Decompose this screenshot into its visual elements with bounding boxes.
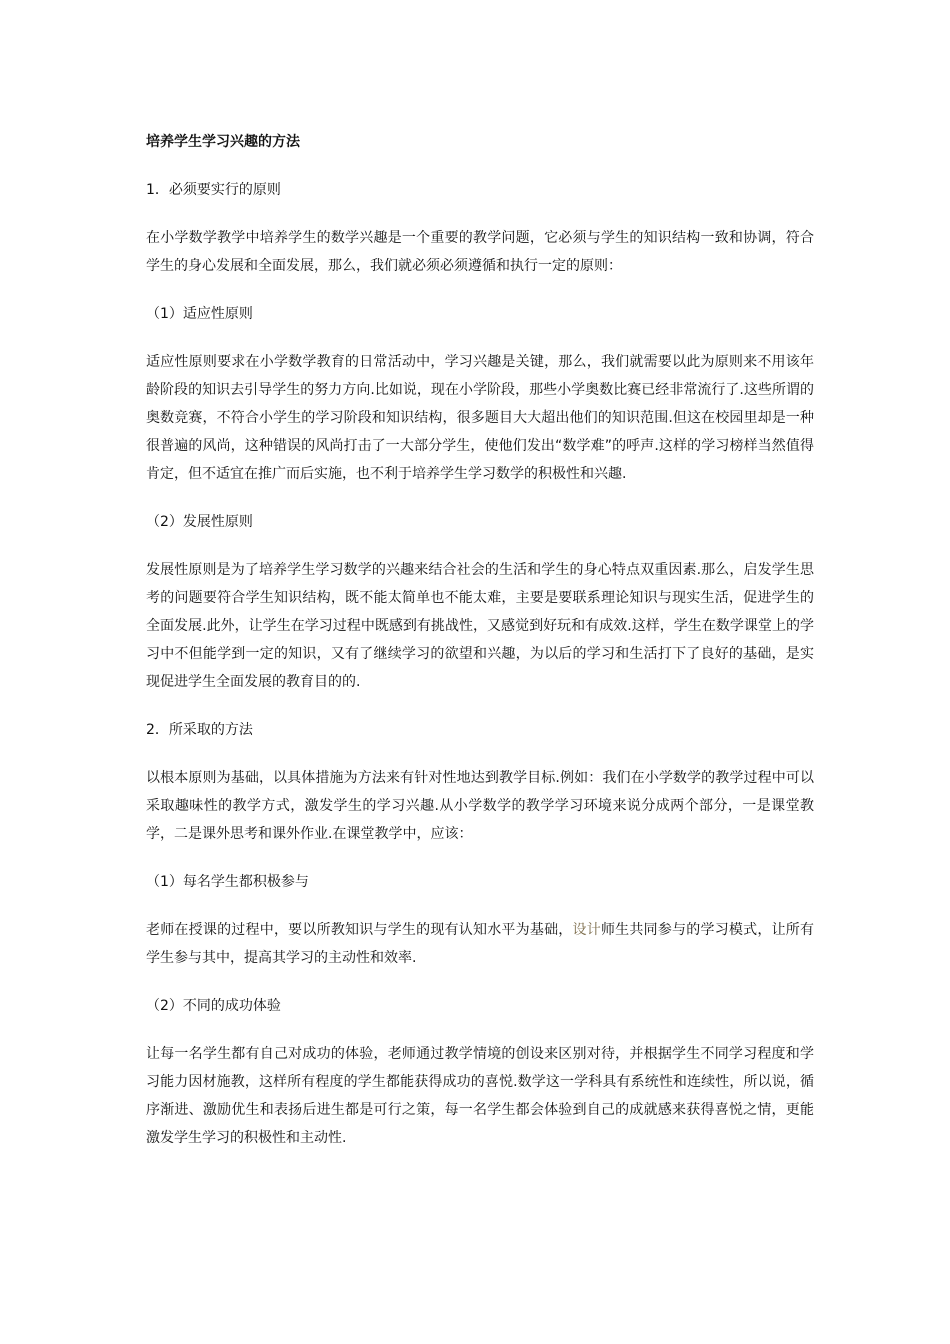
subsection-2-2-heading: （2）不同的成功体验 [146,998,281,1014]
section-2-intro: 以根本原则为基础，以具体措施为方法来有针对性地达到教学目标.例如：我们在小学数学的教学过程中可以采取趣味性的教学方式，激发学生的学习兴趣.从小学数学的教学学习环境来说分成两个部分，一是课堂教学，二是课外思考和课外作业.在课堂教学中，应该： [146,770,814,842]
section-1-heading: 1．必须要实行的原则 [146,182,281,198]
subsection-1-2-text: 发展性原则是为了培养学生学习数学的兴趣来结合社会的生活和学生的身心特点双重因素.那么，启发学生思考的问题要符合学生知识结构，既不能太简单也不能太难，主要是要联系理论知识与现实生活，促进学生的全面发展.此外，让学生在学习过程中既感到有挑战性，又感觉到好玩和有成效.这样，学生在数学课堂上的学习中不但能学到一定的知识，又有了继续学习的欲望和兴趣，为以后的学习和生活打下了良好的基础，是实现促进学生全面发展的教育目的的. [146,562,814,690]
subsection-2-1-text-after: 师生共同参与的学习模式，让所有学生参与其中，提高其学习的主动性和效率. [146,922,815,966]
subsection-1-1-heading: （1）适应性原则 [146,306,253,322]
section-2-heading: 2．所采取的方法 [146,722,253,738]
document-title: 培养学生学习兴趣的方法 [146,134,300,150]
subsection-2-2-text: 让每一名学生都有自己对成功的体验，老师通过教学情境的创设来区别对待，并根据学生不同学习程度和学习能力因材施教，这样所有程度的学生都能获得成功的喜悦.数学这一学科具有系统性和连续性，所以说，循序渐进、激励优生和表扬后进生都是可行之策，每一名学生都会体验到自己的成就感来获得喜悦之情，更能激发学生学习的积极性和主动性. [146,1046,814,1146]
section-1-intro: 在小学数学教学中培养学生的数学兴趣是一个重要的教学问题，它必须与学生的知识结构一致和协调，符合学生的身心发展和全面发展，那么，我们就必须必须遵循和执行一定的原则： [146,230,814,274]
design-link[interactable]: 设计 [572,922,601,938]
subsection-1-2-heading: （2）发展性原则 [146,514,253,530]
subsection-2-1-text-before: 老师在授课的过程中，要以所教知识与学生的现有认知水平为基础， [146,922,573,938]
document-page [146,128,814,1172]
subsection-2-1-heading: （1）每名学生都积极参与 [146,874,309,890]
subsection-2-1-text [146,916,814,972]
subsection-1-1-text: 适应性原则要求在小学数学教育的日常活动中，学习兴趣是关键，那么，我们就需要以此为原则来不用该年龄阶段的知识去引导学生的努力方向.比如说，现在小学阶段，那些小学奥数比赛已经非常流行了.这些所谓的奥数竞赛，不符合小学生的学习阶段和知识结构，很多题目大大超出他们的知识范围.但这在校园里却是一种很普遍的风尚，这种错误的风尚打击了一大部分学生，使他们发出“数学难”的呼声.这样的学习榜样当然值得肯定，但不适宜在推广而后实施，也不利于培养学生学习数学的积极性和兴趣. [146,354,814,482]
